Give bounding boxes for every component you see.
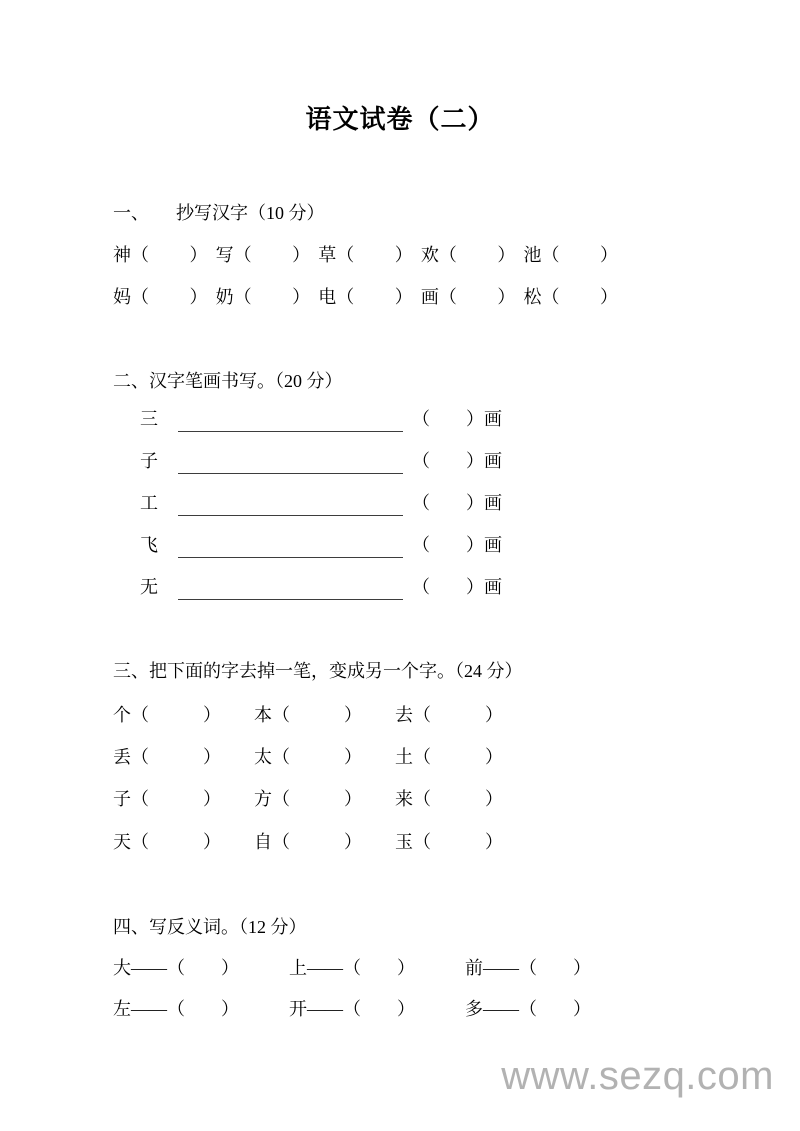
antonym-item: 前——（ ） xyxy=(465,958,591,978)
answer-blank-line xyxy=(178,449,403,474)
stroke-row xyxy=(140,574,502,600)
answer-blank-line xyxy=(178,491,403,516)
remove-stroke-item: 玉（ ） xyxy=(395,832,503,852)
section3-row1 xyxy=(113,702,503,728)
copy-character-item: 松（ ） xyxy=(523,287,618,307)
answer-blank-line xyxy=(178,407,403,432)
section3-row2 xyxy=(113,744,503,770)
answer-blank-line xyxy=(178,575,403,600)
antonym-item: 左——（ ） xyxy=(113,999,239,1019)
section4-row1 xyxy=(113,955,591,981)
remove-stroke-item: 子（ ） xyxy=(113,789,221,809)
stroke-row xyxy=(140,448,502,474)
section4-heading: 四、写反义词。（12 分） xyxy=(113,917,307,937)
copy-character-item: 草（ ） xyxy=(318,245,413,265)
section2-heading: 二、汉字笔画书写。（20 分） xyxy=(113,371,343,391)
remove-stroke-item: 土（ ） xyxy=(395,747,503,767)
copy-character-item: 写（ ） xyxy=(215,245,311,265)
stroke-row-character: 飞 xyxy=(140,535,158,555)
copy-character-item: 欢（ ） xyxy=(420,245,516,265)
stroke-row-character: 子 xyxy=(140,451,158,471)
stroke-count-suffix: （ ）画 xyxy=(412,535,502,555)
copy-character-item: 妈（ ） xyxy=(113,287,208,307)
antonym-item: 上——（ ） xyxy=(289,958,415,978)
stroke-row xyxy=(140,532,502,558)
remove-stroke-item: 自（ ） xyxy=(254,832,362,852)
copy-character-item: 奶（ ） xyxy=(215,287,311,307)
stroke-count-suffix: （ ）画 xyxy=(412,451,502,471)
stroke-count-suffix: （ ）画 xyxy=(412,493,502,513)
section3-row3 xyxy=(113,786,503,812)
antonym-item: 开——（ ） xyxy=(289,999,415,1019)
watermark-text: www.sezq.com xyxy=(501,1054,774,1098)
section3-row4 xyxy=(113,829,503,855)
antonym-item: 大——（ ） xyxy=(113,958,239,978)
remove-stroke-item: 去（ ） xyxy=(395,705,503,725)
page-title: 语文试卷（二） xyxy=(305,105,495,134)
stroke-row xyxy=(140,490,502,516)
remove-stroke-item: 丢（ ） xyxy=(113,747,221,767)
stroke-row-character: 无 xyxy=(140,577,158,597)
remove-stroke-item: 来（ ） xyxy=(395,789,503,809)
stroke-count-suffix: （ ）画 xyxy=(412,409,502,429)
section1-heading: 一、 抄写汉字（10 分） xyxy=(113,203,325,223)
section1-row2 xyxy=(113,284,618,310)
copy-character-item: 电（ ） xyxy=(318,287,413,307)
copy-character-item: 神（ ） xyxy=(113,245,208,265)
remove-stroke-item: 个（ ） xyxy=(113,705,221,725)
copy-character-item: 池（ ） xyxy=(523,245,618,265)
antonym-item: 多——（ ） xyxy=(465,999,591,1019)
copy-character-item: 画（ ） xyxy=(420,287,516,307)
stroke-row xyxy=(140,406,502,432)
remove-stroke-item: 天（ ） xyxy=(113,832,221,852)
stroke-row-character: 三 xyxy=(140,409,158,429)
remove-stroke-item: 本（ ） xyxy=(254,705,362,725)
section1-row1 xyxy=(113,242,618,268)
remove-stroke-item: 方（ ） xyxy=(254,789,362,809)
stroke-row-character: 工 xyxy=(140,493,158,513)
section4-row2 xyxy=(113,996,591,1022)
answer-blank-line xyxy=(178,533,403,558)
section3-heading: 三、把下面的字去掉一笔，变成另一个字。（24 分） xyxy=(113,661,523,681)
stroke-count-suffix: （ ）画 xyxy=(412,577,502,597)
remove-stroke-item: 太（ ） xyxy=(254,747,362,767)
